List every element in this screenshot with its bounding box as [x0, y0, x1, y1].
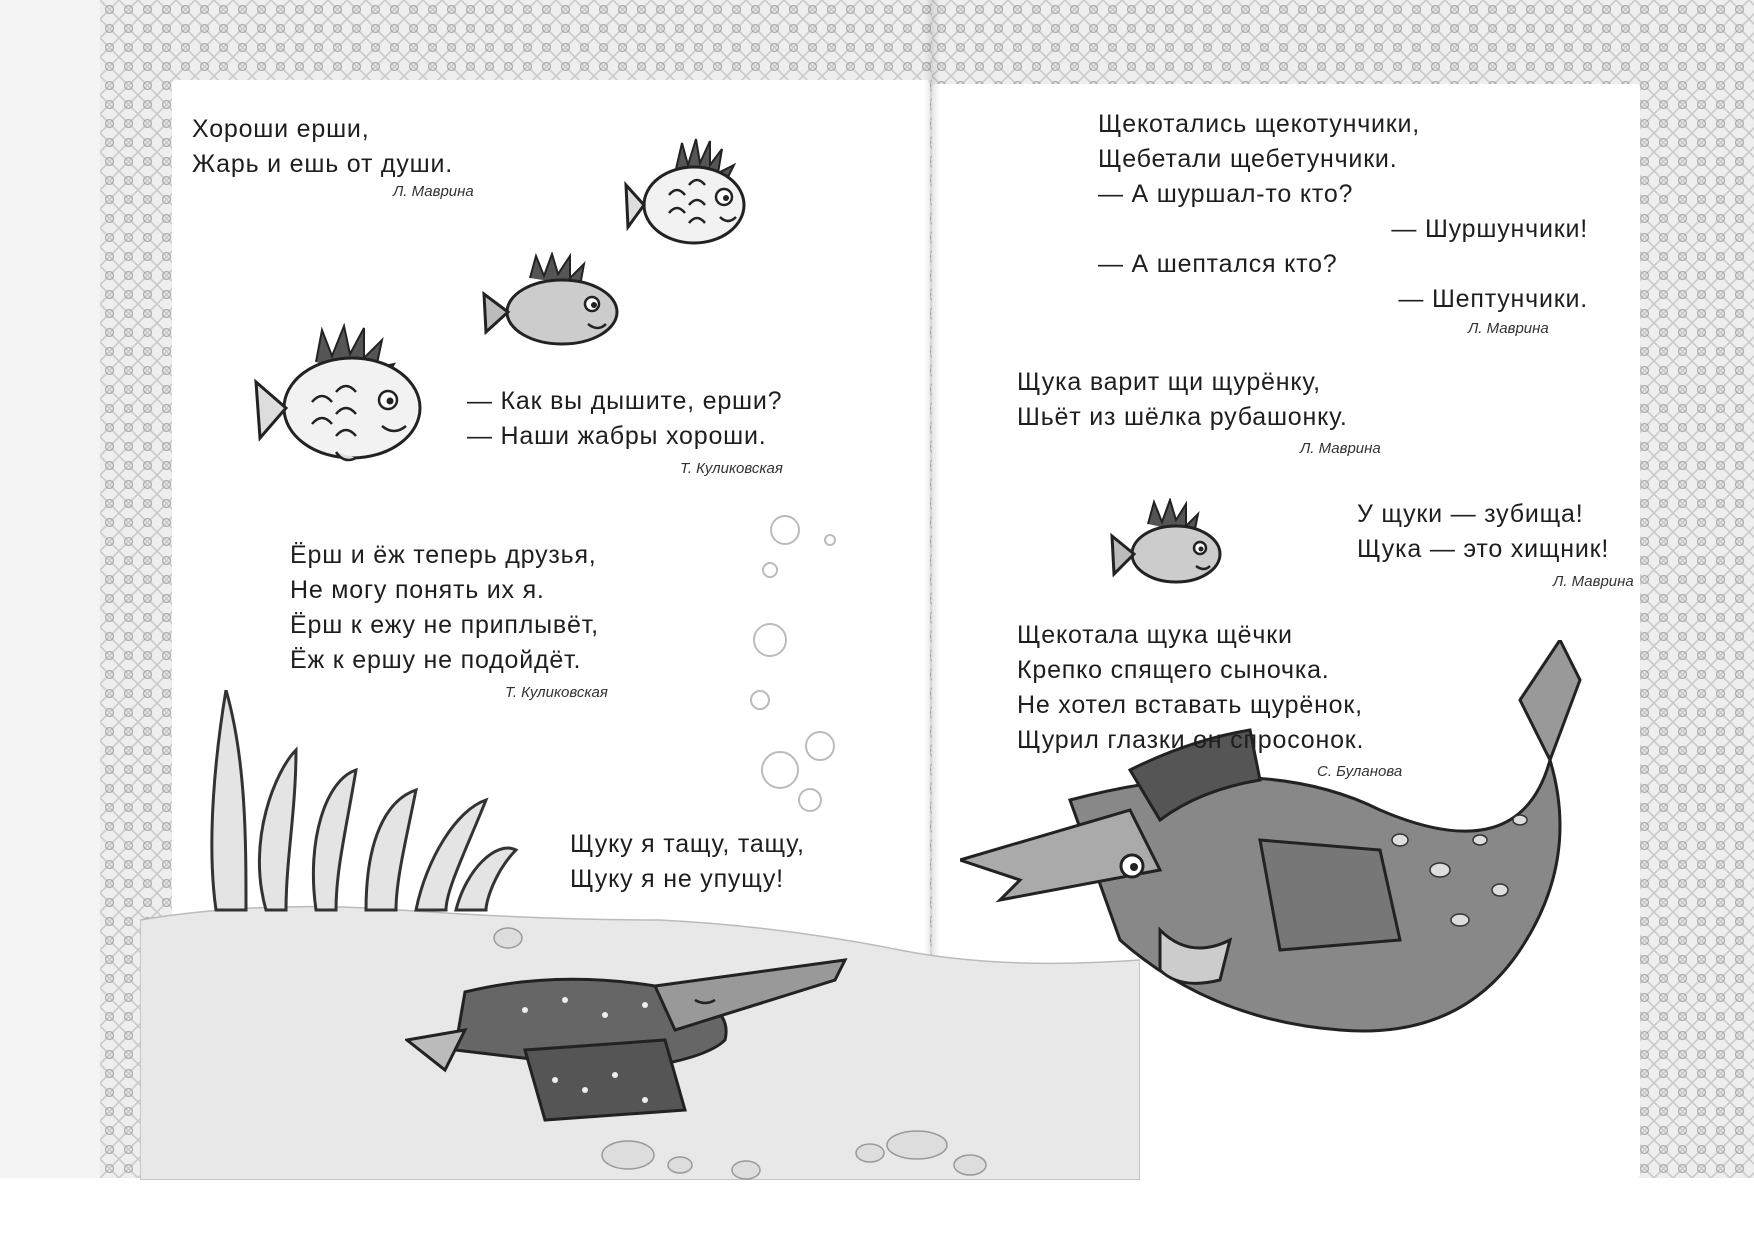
poem-1 [192, 112, 453, 182]
ruff-fish-icon [252, 322, 437, 472]
ruff-fish-icon [480, 252, 630, 352]
poem-line: Щебетали щебетунчики. [1098, 145, 1398, 173]
poem-3 [290, 538, 599, 678]
bubbles-illustration [740, 500, 850, 830]
poem-6 [1017, 365, 1348, 435]
sleeping-pike-icon [405, 940, 875, 1130]
poem-1-author: Л. Маврина [393, 183, 474, 200]
poem-line: Ёрш и ёж теперь друзья, [290, 541, 597, 569]
poem-line: Щуку я тащу, тащу, [570, 830, 805, 858]
poem-line: У щуки — зубища! [1357, 500, 1584, 528]
poem-line: Щука — это хищник! [1357, 535, 1610, 563]
ruff-fish-icon [1108, 498, 1228, 593]
poem-line: Жарь и ешь от души. [192, 150, 453, 178]
ruff-fish-icon [624, 135, 759, 265]
poem-7-author: Л. Маврина [1553, 573, 1634, 590]
poem-line: Щурил глазки он спросонок. [1017, 726, 1365, 754]
poem-6-author: Л. Маврина [1300, 440, 1381, 457]
poem-line: Ёрш к ежу не приплывёт, [290, 611, 599, 639]
poem-2 [467, 384, 782, 454]
poem-line: Щуку я не упущу! [570, 865, 784, 893]
poem-line: Хороши ерши, [192, 115, 370, 143]
poem-line: Щекотались щекотунчики, [1098, 110, 1421, 138]
poem-line: — Шуршунчики! [1391, 215, 1588, 243]
poem-line: — А шуршал-то кто? [1098, 180, 1354, 208]
poem-line: Щука варит щи щурёнку, [1017, 368, 1321, 396]
poem-8 [1017, 618, 1364, 758]
poem-2-author: Т. Куликовская [680, 460, 783, 477]
poem-line: Щекотала щука щёчки [1017, 621, 1293, 649]
seaweed-icon [206, 690, 536, 920]
poem-4 [570, 827, 805, 897]
poem-line: Крепко спящего сыночка. [1017, 656, 1330, 684]
poem-line: — Шептунчики. [1398, 285, 1588, 313]
poem-line: — А шептался кто? [1098, 250, 1338, 278]
poem-line: Ёж к ершу не подойдёт. [290, 646, 582, 674]
poem-5-author: Л. Маврина [1468, 320, 1549, 337]
scan-margin [0, 1178, 1754, 1242]
poem-5 [1098, 107, 1588, 317]
poem-line: — Наши жабры хороши. [467, 422, 767, 450]
poem-3-author: Т. Куликовская [505, 684, 608, 701]
poem-7 [1357, 497, 1609, 567]
poem-line: Не хотел вставать щурёнок, [1017, 691, 1363, 719]
poem-8-author: С. Буланова [1317, 763, 1403, 780]
poem-line: — Как вы дышите, ерши? [467, 387, 783, 415]
poem-line: Не могу понять их я. [290, 576, 545, 604]
poem-line: Шьёт из шёлка рубашонку. [1017, 403, 1348, 431]
